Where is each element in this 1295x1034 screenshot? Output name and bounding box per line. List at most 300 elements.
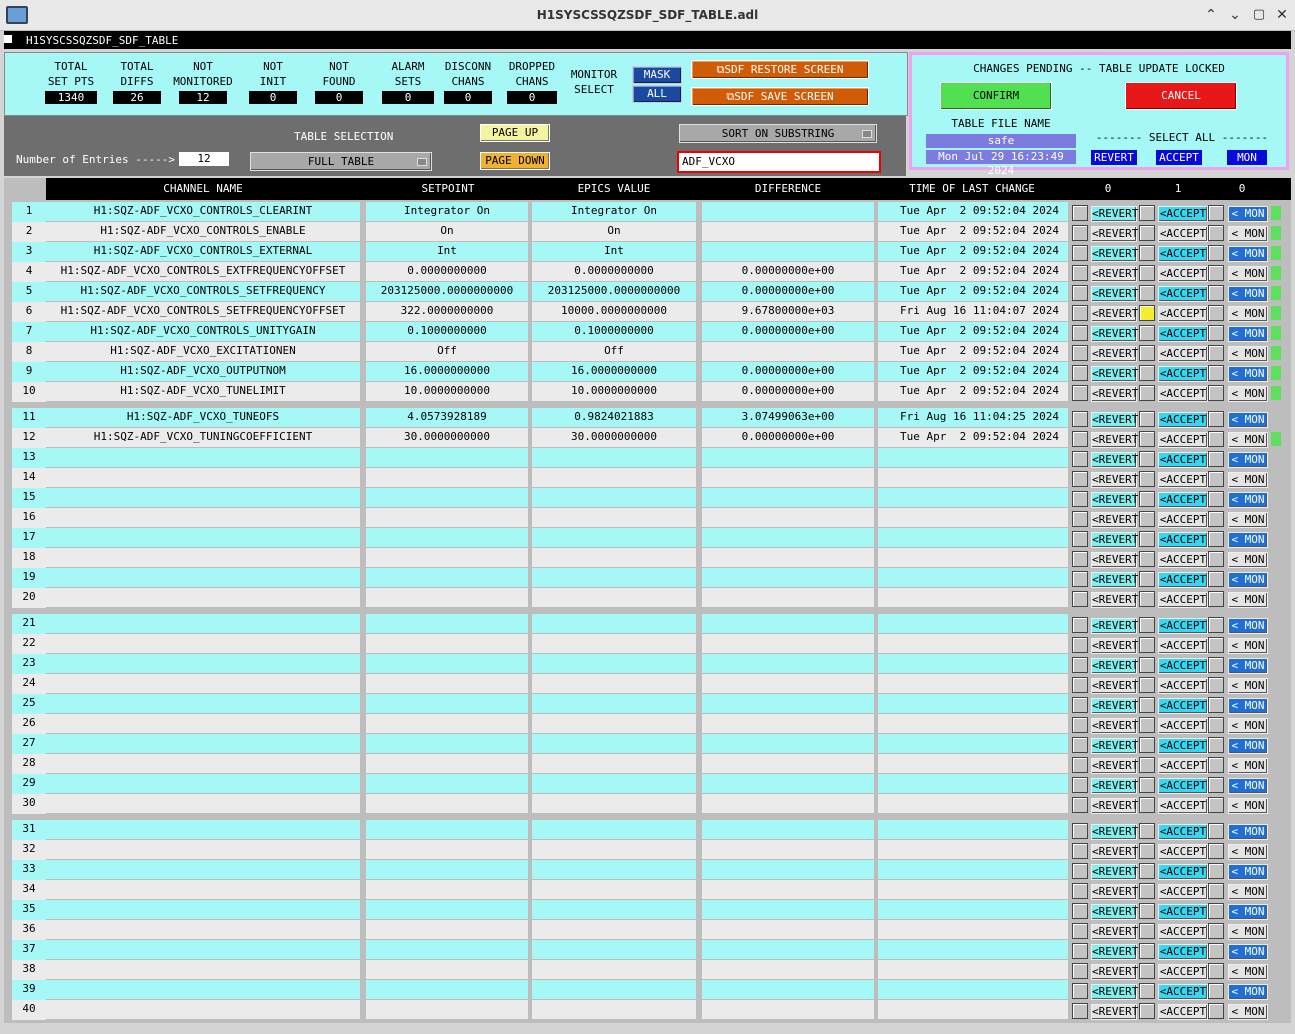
accept-checkbox[interactable] [1139,843,1155,859]
revert-checkbox[interactable] [1072,883,1088,899]
accept-button[interactable]: <ACCEPT [1159,513,1207,526]
accept-checkbox[interactable] [1139,365,1155,381]
revert-checkbox[interactable] [1072,225,1088,241]
accept-checkbox[interactable] [1139,883,1155,899]
mon-checkbox[interactable] [1208,551,1224,567]
revert-checkbox[interactable] [1072,757,1088,773]
accept-button[interactable]: <ACCEPT [1159,865,1207,878]
table-selection-dropdown[interactable] [250,152,432,171]
revert-button[interactable]: <REVERT [1092,799,1139,812]
mon-button[interactable]: < MON [1228,326,1268,342]
revert-button[interactable]: <REVERT [1092,453,1139,466]
accept-checkbox[interactable] [1139,757,1155,773]
mon-button[interactable]: < MON [1228,246,1268,262]
revert-checkbox[interactable] [1072,471,1088,487]
mon-button[interactable]: < MON [1228,944,1268,960]
mon-button[interactable]: < MON [1228,758,1268,774]
accept-checkbox[interactable] [1139,551,1155,567]
revert-checkbox[interactable] [1072,265,1088,281]
accept-button[interactable]: <ACCEPT [1159,327,1207,340]
revert-button[interactable]: <REVERT [1092,553,1139,566]
mon-checkbox[interactable] [1208,883,1224,899]
revert-button[interactable]: <REVERT [1092,639,1139,652]
table-row [4,222,1291,242]
time-of-last-change-cell [878,674,1068,693]
revert-checkbox[interactable] [1072,863,1088,879]
accept-checkbox[interactable] [1139,285,1155,301]
revert-checkbox[interactable] [1072,963,1088,979]
mon-button[interactable]: < MON [1228,412,1268,428]
mon-button[interactable]: < MON [1228,738,1268,754]
mon-button[interactable]: < MON [1228,452,1268,468]
mon-button[interactable]: < MON [1228,492,1268,508]
accept-checkbox[interactable] [1139,697,1155,713]
mon-checkbox[interactable] [1208,823,1224,839]
table-row [4,794,1291,814]
accept-checkbox[interactable] [1139,245,1155,261]
mon-checkbox[interactable] [1208,511,1224,527]
accept-button[interactable]: <ACCEPT [1159,659,1207,672]
revert-button[interactable]: <REVERT [1092,1005,1139,1018]
revert-button[interactable]: <REVERT [1092,433,1139,446]
revert-checkbox[interactable] [1072,325,1088,341]
revert-checkbox[interactable] [1072,843,1088,859]
revert-checkbox[interactable] [1072,531,1088,547]
accept-checkbox[interactable] [1139,777,1155,793]
accept-button[interactable]: <ACCEPT [1159,945,1207,958]
mon-button[interactable]: < MON [1228,778,1268,794]
mon-checkbox[interactable] [1208,365,1224,381]
select-all-mon-button[interactable]: MON [1227,150,1267,165]
accept-button[interactable]: <ACCEPT [1159,985,1207,998]
revert-button[interactable]: <REVERT [1092,679,1139,692]
revert-checkbox[interactable] [1072,717,1088,733]
revert-button[interactable]: <REVERT [1092,659,1139,672]
mon-button[interactable]: < MON [1228,1004,1268,1020]
accept-button[interactable]: <ACCEPT [1159,719,1207,732]
mon-checkbox[interactable] [1208,983,1224,999]
revert-button[interactable]: <REVERT [1092,845,1139,858]
accept-button[interactable]: <ACCEPT [1159,885,1207,898]
difference-cell [702,734,874,753]
accept-checkbox[interactable] [1139,511,1155,527]
all-button[interactable]: ALL [632,85,682,103]
mon-button[interactable]: < MON [1228,618,1268,634]
accept-button[interactable]: <ACCEPT [1159,307,1207,320]
mon-button[interactable]: < MON [1228,266,1268,282]
substring-input[interactable] [677,151,881,173]
accept-button[interactable]: <ACCEPT [1159,905,1207,918]
revert-button[interactable]: <REVERT [1092,247,1139,260]
revert-button[interactable]: <REVERT [1092,825,1139,838]
epics-value-cell: 0.1000000000 [532,322,696,341]
accept-button[interactable]: <ACCEPT [1159,759,1207,772]
revert-checkbox[interactable] [1072,797,1088,813]
sdf-restore-screen-button[interactable]: ⧉SDF RESTORE SCREEN [691,60,869,79]
accept-checkbox[interactable] [1139,265,1155,281]
time-of-last-change-cell [878,588,1068,607]
revert-checkbox[interactable] [1072,245,1088,261]
revert-button[interactable]: <REVERT [1092,347,1139,360]
mon-checkbox[interactable] [1208,737,1224,753]
revert-checkbox[interactable] [1072,657,1088,673]
accept-checkbox[interactable] [1139,491,1155,507]
accept-button[interactable]: <ACCEPT [1159,825,1207,838]
table-row [4,568,1291,588]
revert-checkbox[interactable] [1072,823,1088,839]
revert-button[interactable]: <REVERT [1092,533,1139,546]
accept-checkbox[interactable] [1139,863,1155,879]
mon-checkbox[interactable] [1208,697,1224,713]
mon-button[interactable]: < MON [1228,718,1268,734]
mon-checkbox[interactable] [1208,325,1224,341]
revert-checkbox[interactable] [1072,205,1088,221]
revert-button[interactable]: <REVERT [1092,513,1139,526]
sort-arrow-icon [862,130,872,138]
revert-checkbox[interactable] [1072,1003,1088,1019]
page-up-button[interactable]: PAGE UP [480,124,550,142]
maximize-icon[interactable]: ▢ [1252,7,1266,22]
accept-button[interactable]: <ACCEPT [1159,473,1207,486]
mon-button[interactable]: < MON [1228,904,1268,920]
accept-checkbox[interactable] [1139,923,1155,939]
accept-button[interactable]: <ACCEPT [1159,493,1207,506]
accept-checkbox[interactable] [1139,385,1155,401]
revert-checkbox[interactable] [1072,305,1088,321]
difference-cell [702,654,874,673]
table-selection-value: FULL TABLE [307,155,375,168]
revert-checkbox[interactable] [1072,591,1088,607]
revert-checkbox[interactable] [1072,777,1088,793]
accept-button[interactable]: <ACCEPT [1159,699,1207,712]
revert-button[interactable]: <REVERT [1092,493,1139,506]
mon-checkbox[interactable] [1208,777,1224,793]
mon-checkbox[interactable] [1208,923,1224,939]
accept-button[interactable]: <ACCEPT [1159,207,1207,220]
accept-button[interactable]: <ACCEPT [1159,573,1207,586]
revert-checkbox[interactable] [1072,511,1088,527]
revert-checkbox[interactable] [1072,385,1088,401]
mon-button[interactable]: < MON [1228,306,1268,322]
accept-button[interactable]: <ACCEPT [1159,553,1207,566]
mon-button[interactable]: < MON [1228,552,1268,568]
accept-checkbox[interactable] [1139,717,1155,733]
mon-checkbox[interactable] [1208,491,1224,507]
mon-checkbox[interactable] [1208,637,1224,653]
mon-button[interactable]: < MON [1228,884,1268,900]
mon-button[interactable]: < MON [1228,592,1268,608]
time-of-last-change-cell [878,920,1068,939]
difference-cell: 3.07499063e+00 [702,408,874,427]
accept-button[interactable]: <ACCEPT [1159,739,1207,752]
mon-checkbox[interactable] [1208,943,1224,959]
mon-button[interactable]: < MON [1228,346,1268,362]
channel-name-cell [46,488,360,507]
accept-checkbox[interactable] [1139,225,1155,241]
mon-checkbox[interactable] [1208,385,1224,401]
epics-value-cell [532,754,696,773]
revert-button[interactable]: <REVERT [1092,965,1139,978]
accept-button[interactable]: <ACCEPT [1159,779,1207,792]
revert-checkbox[interactable] [1072,617,1088,633]
mon-checkbox[interactable] [1208,677,1224,693]
accept-button[interactable]: <ACCEPT [1159,925,1207,938]
accept-button[interactable]: <ACCEPT [1159,679,1207,692]
row-index: 28 [12,754,46,774]
revert-button[interactable]: <REVERT [1092,925,1139,938]
mon-checkbox[interactable] [1208,843,1224,859]
epics-value-cell [532,448,696,467]
accept-checkbox[interactable] [1139,591,1155,607]
mon-button[interactable]: < MON [1228,532,1268,548]
accept-button[interactable]: <ACCEPT [1159,845,1207,858]
accept-button[interactable]: <ACCEPT [1159,413,1207,426]
revert-checkbox[interactable] [1072,285,1088,301]
row-index: 34 [12,880,46,900]
mon-button[interactable]: < MON [1228,472,1268,488]
revert-checkbox[interactable] [1072,903,1088,919]
mon-checkbox[interactable] [1208,431,1224,447]
mon-button[interactable]: < MON [1228,638,1268,654]
setpoint-cell [366,1000,528,1019]
table-row [4,448,1291,468]
mon-checkbox[interactable] [1208,345,1224,361]
accept-checkbox[interactable] [1139,411,1155,427]
accept-checkbox[interactable] [1139,431,1155,447]
revert-button[interactable]: <REVERT [1092,719,1139,732]
stat-label-line2: SET PTS [47,75,95,88]
mon-checkbox[interactable] [1208,471,1224,487]
mon-checkbox[interactable] [1208,225,1224,241]
accept-checkbox[interactable] [1139,1003,1155,1019]
minimize-icon[interactable]: ⌄ [1229,7,1241,23]
mon-button[interactable]: < MON [1228,798,1268,814]
difference-cell: 0.00000000e+00 [702,362,874,381]
accept-checkbox[interactable] [1139,943,1155,959]
mon-checkbox[interactable] [1208,717,1224,733]
mon-checkbox[interactable] [1208,863,1224,879]
mon-button[interactable]: < MON [1228,432,1268,448]
accept-button[interactable]: <ACCEPT [1159,387,1207,400]
table-row [4,548,1291,568]
epics-value-cell: 0.9824021883 [532,408,696,427]
revert-button[interactable]: <REVERT [1092,619,1139,632]
accept-checkbox[interactable] [1139,571,1155,587]
mon-button[interactable]: < MON [1228,512,1268,528]
accept-checkbox[interactable] [1139,677,1155,693]
revert-button[interactable]: <REVERT [1092,327,1139,340]
difference-cell [702,794,874,813]
stat-label-line2: CHANS [451,75,485,88]
accept-checkbox[interactable] [1139,983,1155,999]
accept-button[interactable]: <ACCEPT [1159,533,1207,546]
revert-checkbox[interactable] [1072,637,1088,653]
mon-checkbox[interactable] [1208,903,1224,919]
mon-checkbox[interactable] [1208,757,1224,773]
revert-button[interactable]: <REVERT [1092,267,1139,280]
mon-button[interactable]: < MON [1228,226,1268,242]
accept-checkbox[interactable] [1139,325,1155,341]
table-row [4,382,1291,402]
header-mon-count: 0 [1238,182,1246,195]
mon-button[interactable]: < MON [1228,678,1268,694]
confirm-button[interactable]: CONFIRM [940,82,1052,110]
revert-checkbox[interactable] [1072,571,1088,587]
accept-checkbox[interactable] [1139,737,1155,753]
accept-checkbox[interactable] [1139,345,1155,361]
accept-checkbox[interactable] [1139,451,1155,467]
mon-button[interactable]: < MON [1228,366,1268,382]
revert-button[interactable]: <REVERT [1092,573,1139,586]
revert-button[interactable]: <REVERT [1092,307,1139,320]
header-time-of-last-change: TIME OF LAST CHANGE [909,182,1035,195]
mon-checkbox[interactable] [1208,305,1224,321]
accept-button[interactable]: <ACCEPT [1159,433,1207,446]
revert-button[interactable]: <REVERT [1092,759,1139,772]
mon-button[interactable]: < MON [1228,572,1268,588]
accept-button[interactable]: <ACCEPT [1159,453,1207,466]
revert-checkbox[interactable] [1072,431,1088,447]
revert-button[interactable]: <REVERT [1092,207,1139,220]
epics-value-cell [532,774,696,793]
mon-checkbox[interactable] [1208,531,1224,547]
mon-button[interactable]: < MON [1228,984,1268,1000]
mon-button[interactable]: < MON [1228,698,1268,714]
mon-checkbox[interactable] [1208,245,1224,261]
revert-checkbox[interactable] [1072,943,1088,959]
row-index: 25 [12,694,46,714]
mon-checkbox[interactable] [1208,285,1224,301]
mon-button[interactable]: < MON [1228,286,1268,302]
revert-checkbox[interactable] [1072,677,1088,693]
mon-button[interactable]: < MON [1228,206,1268,222]
mon-button[interactable]: < MON [1228,658,1268,674]
mon-checkbox[interactable] [1208,411,1224,427]
revert-button[interactable]: <REVERT [1092,739,1139,752]
accept-button[interactable]: <ACCEPT [1159,227,1207,240]
accept-checkbox[interactable] [1139,471,1155,487]
close-icon[interactable]: ✕ [1276,7,1288,23]
mon-checkbox[interactable] [1208,591,1224,607]
accept-button[interactable]: <ACCEPT [1159,619,1207,632]
revert-checkbox[interactable] [1072,365,1088,381]
accept-button[interactable]: <ACCEPT [1159,639,1207,652]
accept-button[interactable]: <ACCEPT [1159,593,1207,606]
revert-button[interactable]: <REVERT [1092,287,1139,300]
accept-checkbox[interactable] [1139,657,1155,673]
mon-button[interactable]: < MON [1228,924,1268,940]
mon-checkbox[interactable] [1208,265,1224,281]
revert-button[interactable]: <REVERT [1092,945,1139,958]
mask-button[interactable]: MASK [632,66,682,84]
mon-checkbox[interactable] [1208,963,1224,979]
accept-button[interactable]: <ACCEPT [1159,367,1207,380]
stat-value: 26 [113,91,161,104]
accept-button[interactable]: <ACCEPT [1159,287,1207,300]
revert-button[interactable]: <REVERT [1092,593,1139,606]
accept-checkbox[interactable] [1139,963,1155,979]
row-index: 39 [12,980,46,1000]
revert-checkbox[interactable] [1072,491,1088,507]
accept-button[interactable]: <ACCEPT [1159,799,1207,812]
revert-button[interactable]: <REVERT [1092,779,1139,792]
mon-checkbox[interactable] [1208,1003,1224,1019]
accept-button[interactable]: <ACCEPT [1159,347,1207,360]
accept-button[interactable]: <ACCEPT [1159,267,1207,280]
accept-checkbox[interactable] [1139,903,1155,919]
collapse-icon[interactable]: ⌃ [1205,7,1217,23]
revert-button[interactable]: <REVERT [1092,699,1139,712]
revert-button[interactable]: <REVERT [1092,413,1139,426]
revert-button[interactable]: <REVERT [1092,865,1139,878]
accept-checkbox[interactable] [1139,205,1155,221]
accept-checkbox[interactable] [1139,531,1155,547]
cancel-button[interactable]: CANCEL [1125,82,1237,110]
revert-button[interactable]: <REVERT [1092,905,1139,918]
sort-on-substring-dropdown[interactable] [679,124,877,143]
page-down-button[interactable]: PAGE DOWN [480,152,550,170]
channel-name-cell [46,508,360,527]
mon-checkbox[interactable] [1208,571,1224,587]
revert-button[interactable]: <REVERT [1092,227,1139,240]
row-index: 19 [12,568,46,588]
revert-checkbox[interactable] [1072,551,1088,567]
mon-button[interactable]: < MON [1228,864,1268,880]
time-of-last-change-cell [878,980,1068,999]
channel-name-cell [46,860,360,879]
revert-checkbox[interactable] [1072,697,1088,713]
revert-checkbox[interactable] [1072,983,1088,999]
sdf-save-screen-button[interactable]: ⧉SDF SAVE SCREEN [691,87,869,106]
mon-checkbox[interactable] [1208,657,1224,673]
table-row [4,614,1291,634]
revert-checkbox[interactable] [1072,923,1088,939]
revert-button[interactable]: <REVERT [1092,985,1139,998]
mon-button[interactable]: < MON [1228,824,1268,840]
stat-label-line1: NOT [329,60,349,73]
revert-checkbox[interactable] [1072,737,1088,753]
revert-checkbox[interactable] [1072,451,1088,467]
accept-checkbox[interactable] [1139,797,1155,813]
accept-button[interactable]: <ACCEPT [1159,965,1207,978]
mon-button[interactable]: < MON [1228,386,1268,402]
select-all-revert-button[interactable]: REVERT [1091,150,1137,165]
accept-checkbox[interactable] [1139,823,1155,839]
status-led [1271,346,1281,360]
revert-button[interactable]: <REVERT [1092,387,1139,400]
mon-checkbox[interactable] [1208,451,1224,467]
mon-checkbox[interactable] [1208,205,1224,221]
setpoint-cell [366,528,528,547]
accept-button[interactable]: <ACCEPT [1159,1005,1207,1018]
accept-checkbox[interactable] [1139,637,1155,653]
accept-checkbox[interactable] [1139,617,1155,633]
revert-button[interactable]: <REVERT [1092,367,1139,380]
mon-button[interactable]: < MON [1228,844,1268,860]
accept-button[interactable]: <ACCEPT [1159,247,1207,260]
mon-button[interactable]: < MON [1228,964,1268,980]
revert-button[interactable]: <REVERT [1092,885,1139,898]
time-of-last-change-cell [878,448,1068,467]
setpoint-cell [366,880,528,899]
mon-checkbox[interactable] [1208,797,1224,813]
revert-checkbox[interactable] [1072,411,1088,427]
select-all-accept-button[interactable]: ACCEPT [1156,150,1202,165]
revert-button[interactable]: <REVERT [1092,473,1139,486]
accept-checkbox[interactable] [1139,305,1155,321]
mon-checkbox[interactable] [1208,617,1224,633]
revert-checkbox[interactable] [1072,345,1088,361]
